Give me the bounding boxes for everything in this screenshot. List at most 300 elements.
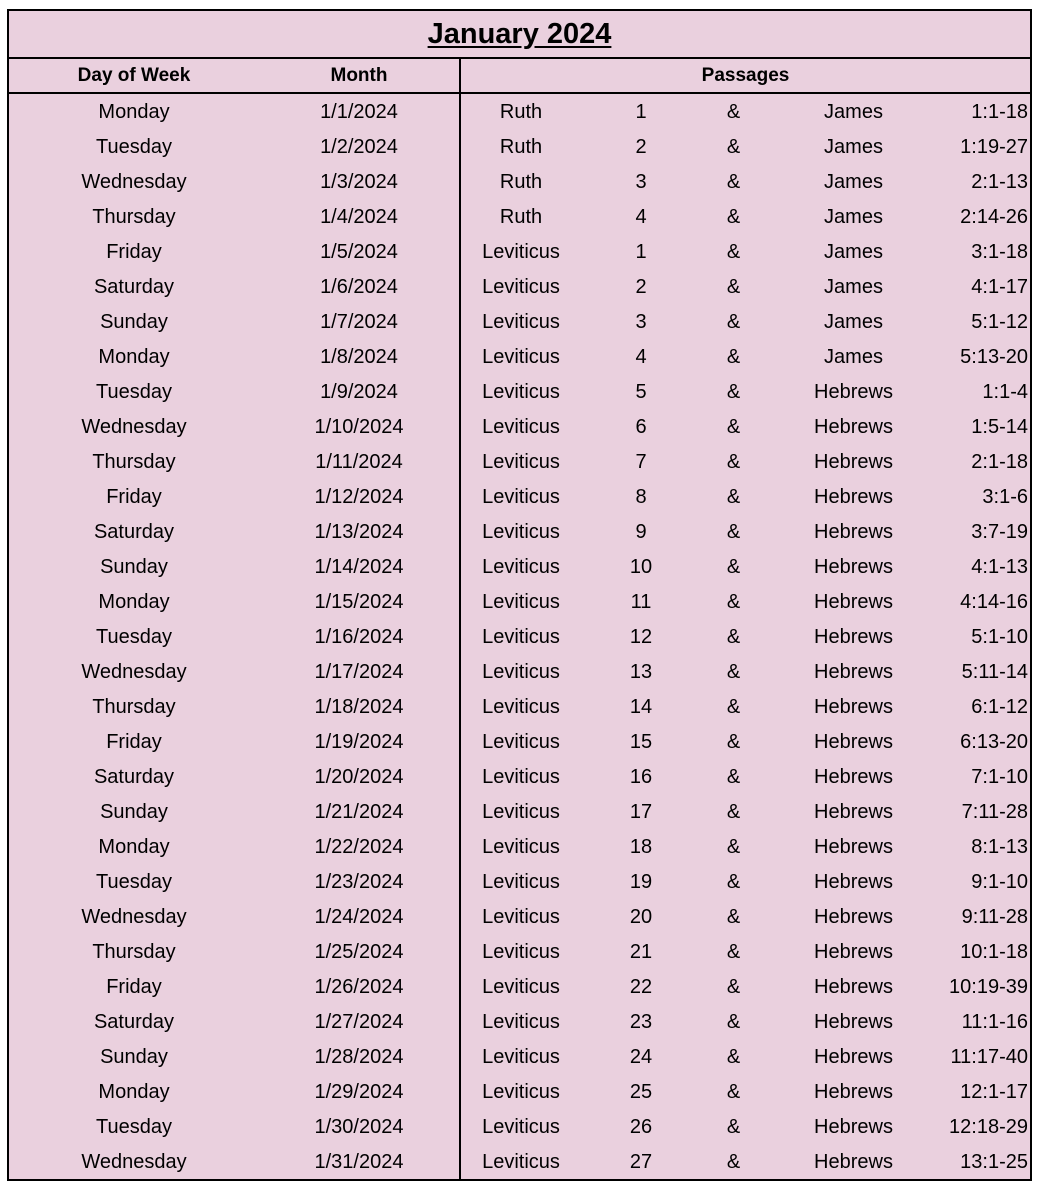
table-row: [9, 234, 1030, 269]
ot-book-cell: Leviticus: [482, 731, 560, 753]
ot-book-cell: Leviticus: [482, 381, 560, 403]
header-month: Month: [330, 64, 388, 86]
table-row: [9, 724, 1030, 759]
row-passages-block: [461, 234, 1030, 269]
day-of-week-cell: Sunday: [100, 311, 168, 333]
row-left-block: [9, 304, 461, 339]
ampersand-cell: &: [726, 1081, 741, 1103]
table-row: [9, 934, 1030, 969]
ampersand-cell: &: [726, 451, 741, 473]
ot-book-cell: Leviticus: [482, 1151, 560, 1173]
ampersand-cell: &: [726, 976, 741, 998]
ot-chapter-cell: 22: [629, 976, 653, 998]
ot-book-cell: Leviticus: [482, 906, 560, 928]
nt-book-cell: James: [824, 101, 883, 123]
table-row: [9, 444, 1030, 479]
row-passages-block: [461, 339, 1030, 374]
nt-reference-cell: 4:1-13: [971, 556, 1028, 578]
row-passages-block: [461, 514, 1030, 549]
date-cell: 1/23/2024: [314, 871, 404, 893]
nt-book-cell: Hebrews: [814, 1151, 893, 1173]
row-passages-block: [461, 864, 1030, 899]
ot-book-cell: Ruth: [499, 206, 543, 228]
ampersand-cell: &: [726, 346, 741, 368]
nt-reference-cell: 2:14-26: [960, 206, 1028, 228]
nt-reference-cell: 9:1-10: [971, 871, 1028, 893]
row-passages-block: [461, 374, 1030, 409]
nt-reference-cell: 5:13-20: [960, 346, 1028, 368]
date-cell: 1/24/2024: [314, 906, 404, 928]
ot-chapter-cell: 1: [635, 241, 647, 263]
nt-reference-cell: 5:1-10: [971, 626, 1028, 648]
day-of-week-cell: Saturday: [93, 276, 175, 298]
ot-book-cell: Leviticus: [482, 276, 560, 298]
date-cell: 1/2/2024: [320, 136, 398, 158]
ampersand-cell: &: [726, 486, 741, 508]
day-of-week-cell: Tuesday: [96, 871, 172, 893]
ot-chapter-cell: 26: [629, 1116, 653, 1138]
table-row: [9, 514, 1030, 549]
ampersand-cell: &: [726, 836, 741, 858]
row-passages-block: [461, 164, 1030, 199]
header-day-of-week: Day of Week: [77, 64, 191, 86]
nt-reference-cell: 8:1-13: [971, 836, 1028, 858]
ot-book-cell: Leviticus: [482, 451, 560, 473]
row-passages-block: [461, 969, 1030, 1004]
day-of-week-cell: Thursday: [92, 696, 176, 718]
date-cell: 1/12/2024: [314, 486, 404, 508]
nt-book-cell: James: [824, 206, 883, 228]
row-left-block: [9, 689, 461, 724]
nt-book-cell: Hebrews: [814, 801, 893, 823]
ot-book-cell: Leviticus: [482, 661, 560, 683]
ot-book-cell: Leviticus: [482, 591, 560, 613]
row-passages-block: [461, 1004, 1030, 1039]
ot-chapter-cell: 7: [635, 451, 647, 473]
ot-chapter-cell: 12: [629, 626, 653, 648]
date-cell: 1/9/2024: [320, 381, 398, 403]
ot-chapter-cell: 13: [629, 661, 653, 683]
date-cell: 1/15/2024: [314, 591, 404, 613]
row-passages-block: [461, 199, 1030, 234]
day-of-week-cell: Wednesday: [81, 1151, 187, 1173]
day-of-week-cell: Sunday: [100, 801, 168, 823]
date-cell: 1/8/2024: [320, 346, 398, 368]
row-passages-block: [461, 724, 1030, 759]
row-left-block: [9, 94, 461, 129]
row-left-block: [9, 619, 461, 654]
nt-book-cell: James: [824, 241, 883, 263]
ot-chapter-cell: 17: [629, 801, 653, 823]
row-left-block: [9, 864, 461, 899]
nt-reference-cell: 5:11-14: [961, 661, 1028, 683]
ot-chapter-cell: 24: [629, 1046, 653, 1068]
ampersand-cell: &: [726, 241, 741, 263]
ot-book-cell: Leviticus: [482, 1046, 560, 1068]
table-row: [9, 304, 1030, 339]
header-passages: Passages: [701, 64, 790, 86]
day-of-week-cell: Monday: [98, 101, 170, 123]
day-of-week-cell: Tuesday: [96, 381, 172, 403]
nt-reference-cell: 4:14-16: [960, 591, 1028, 613]
row-left-block: [9, 1004, 461, 1039]
ot-chapter-cell: 19: [629, 871, 653, 893]
date-cell: 1/27/2024: [314, 1011, 404, 1033]
day-of-week-cell: Saturday: [93, 1011, 175, 1033]
ampersand-cell: &: [726, 661, 741, 683]
row-left-block: [9, 479, 461, 514]
ampersand-cell: &: [726, 766, 741, 788]
ot-book-cell: Leviticus: [482, 416, 560, 438]
row-passages-block: [461, 304, 1030, 339]
ot-book-cell: Leviticus: [482, 836, 560, 858]
ot-book-cell: Leviticus: [482, 941, 560, 963]
nt-book-cell: James: [824, 276, 883, 298]
date-cell: 1/19/2024: [314, 731, 404, 753]
nt-reference-cell: 6:13-20: [960, 731, 1028, 753]
nt-reference-cell: 7:1-10: [971, 766, 1028, 788]
row-left-block: [9, 164, 461, 199]
row-passages-block: [461, 269, 1030, 304]
ot-chapter-cell: 21: [629, 941, 653, 963]
day-of-week-cell: Friday: [106, 241, 162, 263]
ampersand-cell: &: [726, 1116, 741, 1138]
row-left-block: [9, 654, 461, 689]
row-left-block: [9, 899, 461, 934]
ot-chapter-cell: 5: [635, 381, 647, 403]
ot-chapter-cell: 27: [629, 1151, 653, 1173]
ampersand-cell: &: [726, 381, 741, 403]
ot-book-cell: Leviticus: [482, 801, 560, 823]
date-cell: 1/22/2024: [314, 836, 404, 858]
reading-plan-table: [7, 9, 1032, 1181]
table-row: [9, 1109, 1030, 1144]
row-passages-block: [461, 829, 1030, 864]
day-of-week-cell: Wednesday: [81, 661, 187, 683]
ot-chapter-cell: 4: [635, 346, 647, 368]
row-left-block: [9, 934, 461, 969]
row-left-block: [9, 339, 461, 374]
nt-reference-cell: 10:1-18: [960, 941, 1028, 963]
row-left-block: [9, 969, 461, 1004]
nt-book-cell: Hebrews: [814, 1046, 893, 1068]
ot-chapter-cell: 14: [629, 696, 653, 718]
ot-book-cell: Leviticus: [482, 241, 560, 263]
ampersand-cell: &: [726, 521, 741, 543]
table-row: [9, 374, 1030, 409]
ampersand-cell: &: [726, 136, 741, 158]
ot-book-cell: Ruth: [499, 136, 543, 158]
row-passages-block: [461, 129, 1030, 164]
ot-book-cell: Leviticus: [482, 976, 560, 998]
nt-reference-cell: 7:11-28: [961, 801, 1028, 823]
row-passages-block: [461, 1109, 1030, 1144]
nt-reference-cell: 3:1-18: [971, 241, 1028, 263]
header-right-block: [461, 59, 1030, 92]
nt-book-cell: James: [824, 311, 883, 333]
ampersand-cell: &: [726, 731, 741, 753]
date-cell: 1/21/2024: [314, 801, 404, 823]
table-row: [9, 479, 1030, 514]
date-cell: 1/6/2024: [320, 276, 398, 298]
row-left-block: [9, 829, 461, 864]
row-passages-block: [461, 1144, 1030, 1179]
nt-reference-cell: 3:1-6: [982, 486, 1028, 508]
nt-book-cell: Hebrews: [814, 1081, 893, 1103]
row-left-block: [9, 549, 461, 584]
ot-book-cell: Leviticus: [482, 556, 560, 578]
row-passages-block: [461, 1039, 1030, 1074]
row-passages-block: [461, 794, 1030, 829]
nt-book-cell: James: [824, 136, 883, 158]
date-cell: 1/5/2024: [320, 241, 398, 263]
ot-chapter-cell: 16: [629, 766, 653, 788]
date-cell: 1/18/2024: [314, 696, 404, 718]
ampersand-cell: &: [726, 101, 741, 123]
nt-reference-cell: 6:1-12: [971, 696, 1028, 718]
ot-chapter-cell: 8: [635, 486, 647, 508]
title-row: [9, 11, 1030, 59]
date-cell: 1/11/2024: [315, 451, 403, 473]
day-of-week-cell: Thursday: [92, 451, 176, 473]
row-passages-block: [461, 619, 1030, 654]
row-left-block: [9, 514, 461, 549]
table-row: [9, 689, 1030, 724]
row-passages-block: [461, 479, 1030, 514]
ampersand-cell: &: [726, 206, 741, 228]
ot-book-cell: Leviticus: [482, 521, 560, 543]
day-of-week-cell: Tuesday: [96, 136, 172, 158]
nt-book-cell: Hebrews: [814, 976, 893, 998]
ot-chapter-cell: 25: [629, 1081, 653, 1103]
row-left-block: [9, 1039, 461, 1074]
nt-book-cell: Hebrews: [814, 591, 893, 613]
table-row: [9, 1039, 1030, 1074]
ot-book-cell: Leviticus: [482, 311, 560, 333]
nt-book-cell: Hebrews: [814, 381, 893, 403]
row-passages-block: [461, 549, 1030, 584]
nt-book-cell: Hebrews: [814, 731, 893, 753]
date-cell: 1/31/2024: [314, 1151, 404, 1173]
table-row: [9, 129, 1030, 164]
table-row: [9, 1074, 1030, 1109]
header-row: [9, 59, 1030, 94]
nt-reference-cell: 11:17-40: [950, 1046, 1028, 1068]
nt-reference-cell: 11:1-16: [961, 1011, 1028, 1033]
nt-book-cell: Hebrews: [814, 521, 893, 543]
table-row: [9, 899, 1030, 934]
nt-book-cell: Hebrews: [814, 906, 893, 928]
day-of-week-cell: Saturday: [93, 521, 175, 543]
day-of-week-cell: Friday: [106, 486, 162, 508]
ampersand-cell: &: [726, 556, 741, 578]
day-of-week-cell: Thursday: [92, 206, 176, 228]
row-passages-block: [461, 584, 1030, 619]
nt-book-cell: Hebrews: [814, 1116, 893, 1138]
day-of-week-cell: Monday: [98, 836, 170, 858]
ampersand-cell: &: [726, 276, 741, 298]
ot-book-cell: Leviticus: [482, 486, 560, 508]
nt-book-cell: Hebrews: [814, 836, 893, 858]
ot-chapter-cell: 2: [635, 136, 647, 158]
row-passages-block: [461, 1074, 1030, 1109]
ot-book-cell: Leviticus: [482, 1011, 560, 1033]
ampersand-cell: &: [726, 591, 741, 613]
date-cell: 1/16/2024: [314, 626, 404, 648]
ot-book-cell: Leviticus: [482, 871, 560, 893]
ot-book-cell: Leviticus: [482, 1116, 560, 1138]
row-passages-block: [461, 409, 1030, 444]
day-of-week-cell: Monday: [98, 1081, 170, 1103]
table-row: [9, 619, 1030, 654]
nt-reference-cell: 12:18-29: [949, 1116, 1028, 1138]
nt-reference-cell: 1:1-4: [982, 381, 1028, 403]
ot-book-cell: Leviticus: [482, 626, 560, 648]
date-cell: 1/26/2024: [314, 976, 404, 998]
table-row: [9, 759, 1030, 794]
ot-book-cell: Leviticus: [482, 346, 560, 368]
row-passages-block: [461, 654, 1030, 689]
nt-reference-cell: 10:19-39: [949, 976, 1028, 998]
row-left-block: [9, 409, 461, 444]
ampersand-cell: &: [726, 696, 741, 718]
nt-reference-cell: 1:1-18: [971, 101, 1028, 123]
day-of-week-cell: Sunday: [100, 556, 168, 578]
table-row: [9, 794, 1030, 829]
nt-book-cell: James: [824, 171, 883, 193]
day-of-week-cell: Friday: [106, 976, 162, 998]
ampersand-cell: &: [726, 1151, 741, 1173]
row-left-block: [9, 374, 461, 409]
ampersand-cell: &: [726, 171, 741, 193]
nt-book-cell: Hebrews: [814, 871, 893, 893]
ot-chapter-cell: 20: [629, 906, 653, 928]
date-cell: 1/29/2024: [314, 1081, 404, 1103]
table-row: [9, 1004, 1030, 1039]
day-of-week-cell: Monday: [98, 591, 170, 613]
ampersand-cell: &: [726, 906, 741, 928]
nt-reference-cell: 12:1-17: [960, 1081, 1028, 1103]
row-passages-block: [461, 689, 1030, 724]
day-of-week-cell: Tuesday: [96, 1116, 172, 1138]
table-row: [9, 864, 1030, 899]
date-cell: 1/10/2024: [314, 416, 404, 438]
table-title: January 2024: [427, 17, 612, 50]
table-row: [9, 339, 1030, 374]
nt-book-cell: Hebrews: [814, 941, 893, 963]
nt-book-cell: Hebrews: [814, 451, 893, 473]
nt-book-cell: Hebrews: [814, 661, 893, 683]
day-of-week-cell: Sunday: [100, 1046, 168, 1068]
ampersand-cell: &: [726, 626, 741, 648]
table-row: [9, 969, 1030, 1004]
nt-book-cell: James: [824, 346, 883, 368]
table-row: [9, 199, 1030, 234]
table-row: [9, 829, 1030, 864]
ampersand-cell: &: [726, 941, 741, 963]
ot-book-cell: Leviticus: [482, 1081, 560, 1103]
nt-reference-cell: 13:1-25: [960, 1151, 1028, 1173]
row-left-block: [9, 584, 461, 619]
ampersand-cell: &: [726, 1046, 741, 1068]
nt-reference-cell: 1:5-14: [971, 416, 1028, 438]
row-passages-block: [461, 444, 1030, 479]
date-cell: 1/14/2024: [314, 556, 404, 578]
row-left-block: [9, 759, 461, 794]
row-left-block: [9, 234, 461, 269]
date-cell: 1/25/2024: [314, 941, 404, 963]
ot-chapter-cell: 6: [635, 416, 647, 438]
date-cell: 1/17/2024: [314, 661, 404, 683]
ot-chapter-cell: 9: [635, 521, 647, 543]
table-body: [9, 94, 1030, 1179]
row-left-block: [9, 794, 461, 829]
nt-reference-cell: 4:1-17: [971, 276, 1028, 298]
nt-reference-cell: 1:19-27: [960, 136, 1028, 158]
table-row: [9, 269, 1030, 304]
row-left-block: [9, 1074, 461, 1109]
ot-book-cell: Ruth: [499, 171, 543, 193]
ot-chapter-cell: 11: [630, 591, 652, 613]
ot-book-cell: Leviticus: [482, 696, 560, 718]
row-passages-block: [461, 759, 1030, 794]
row-passages-block: [461, 934, 1030, 969]
day-of-week-cell: Tuesday: [96, 626, 172, 648]
day-of-week-cell: Wednesday: [81, 171, 187, 193]
nt-book-cell: Hebrews: [814, 696, 893, 718]
date-cell: 1/30/2024: [314, 1116, 404, 1138]
row-left-block: [9, 1144, 461, 1179]
nt-book-cell: Hebrews: [814, 1011, 893, 1033]
nt-book-cell: Hebrews: [814, 766, 893, 788]
day-of-week-cell: Saturday: [93, 766, 175, 788]
ot-chapter-cell: 15: [629, 731, 653, 753]
table-row: [9, 409, 1030, 444]
table-row: [9, 1144, 1030, 1179]
table-row: [9, 164, 1030, 199]
ot-book-cell: Leviticus: [482, 766, 560, 788]
row-passages-block: [461, 899, 1030, 934]
day-of-week-cell: Thursday: [92, 941, 176, 963]
nt-reference-cell: 5:1-12: [971, 311, 1028, 333]
header-left-block: [9, 59, 461, 92]
ot-book-cell: Ruth: [499, 101, 543, 123]
ampersand-cell: &: [726, 871, 741, 893]
ampersand-cell: &: [726, 416, 741, 438]
row-passages-block: [461, 94, 1030, 129]
row-left-block: [9, 1109, 461, 1144]
day-of-week-cell: Monday: [98, 346, 170, 368]
day-of-week-cell: Wednesday: [81, 416, 187, 438]
date-cell: 1/1/2024: [320, 101, 398, 123]
ot-chapter-cell: 10: [629, 556, 653, 578]
table-row: [9, 654, 1030, 689]
row-left-block: [9, 199, 461, 234]
ot-chapter-cell: 23: [629, 1011, 653, 1033]
row-left-block: [9, 269, 461, 304]
table-row: [9, 584, 1030, 619]
nt-reference-cell: 2:1-13: [971, 171, 1028, 193]
date-cell: 1/20/2024: [314, 766, 404, 788]
nt-book-cell: Hebrews: [814, 556, 893, 578]
day-of-week-cell: Wednesday: [81, 906, 187, 928]
date-cell: 1/28/2024: [314, 1046, 404, 1068]
ampersand-cell: &: [726, 1011, 741, 1033]
ot-chapter-cell: 3: [635, 311, 647, 333]
ot-chapter-cell: 1: [635, 101, 647, 123]
nt-reference-cell: 9:11-28: [961, 906, 1028, 928]
nt-reference-cell: 2:1-18: [971, 451, 1028, 473]
